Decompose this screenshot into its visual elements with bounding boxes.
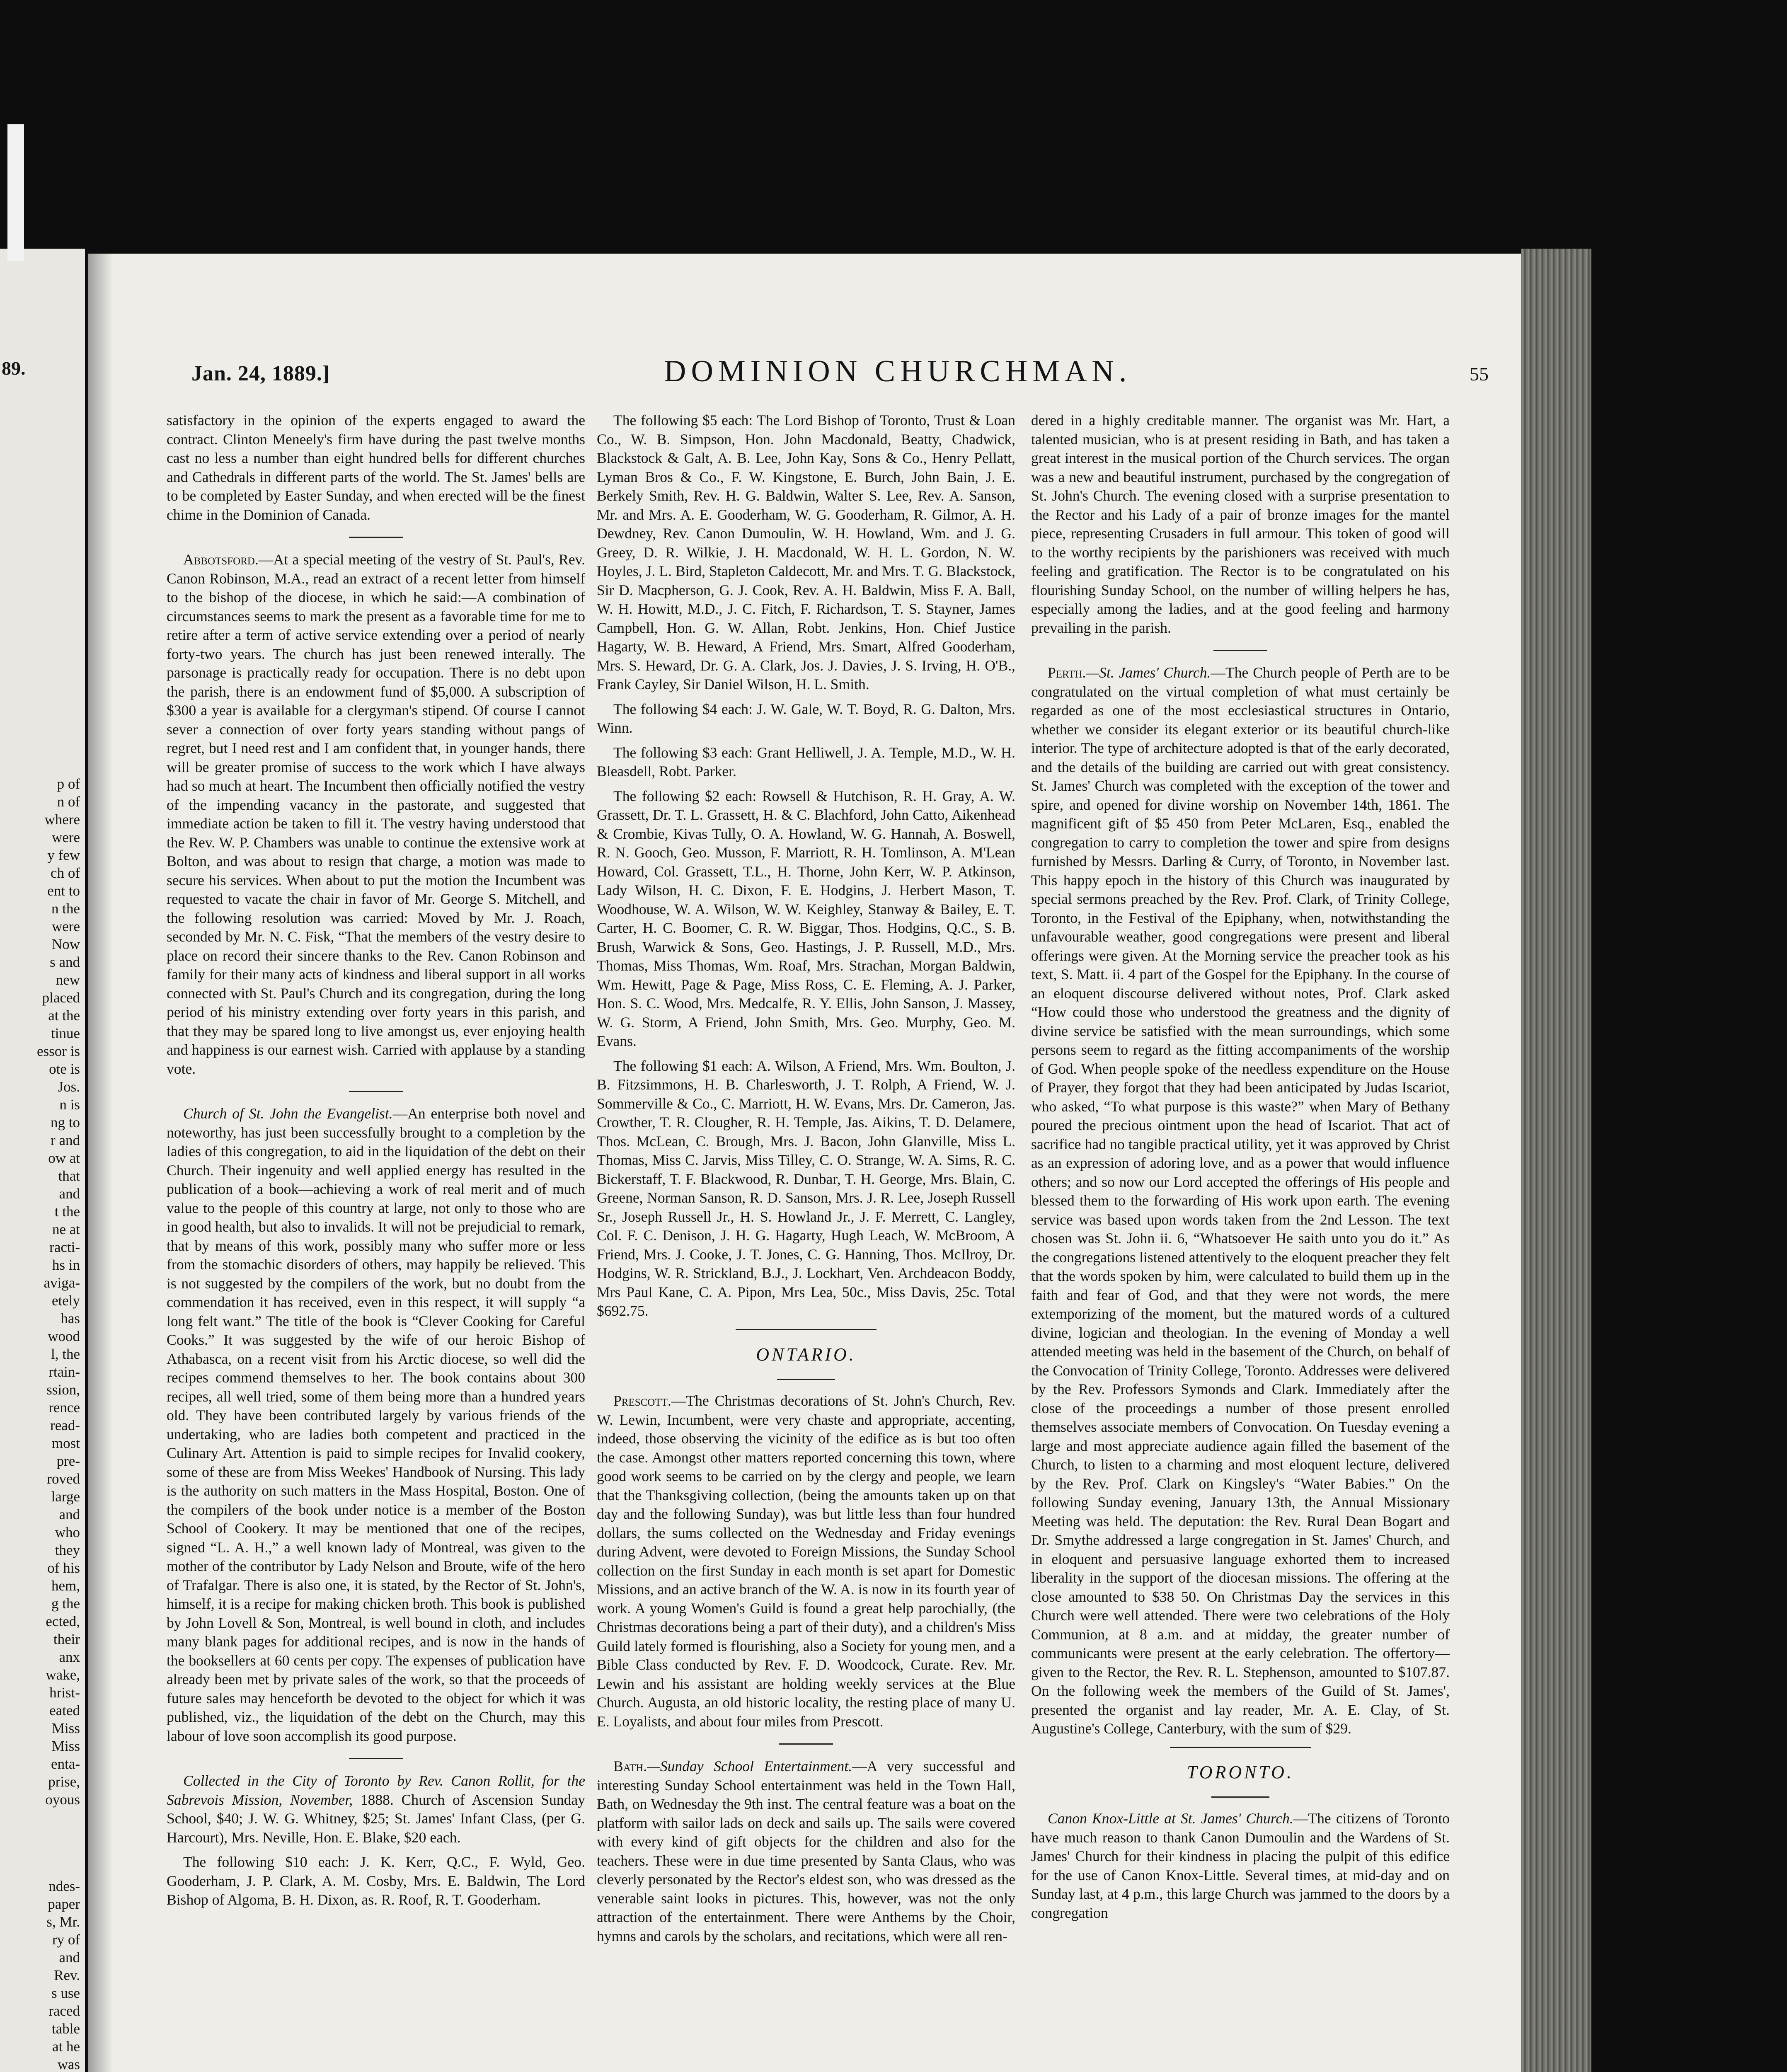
page-header <box>191 354 1489 391</box>
previous-page-line-fragment: ry of <box>52 1932 80 1948</box>
article-paragraph <box>597 1057 1015 1321</box>
previous-page-line-fragment: paper <box>48 1896 80 1912</box>
previous-page-line-fragment: n is <box>59 1097 80 1113</box>
article-paragraph <box>167 1772 585 1847</box>
previous-page-line-fragment: r and <box>51 1132 80 1148</box>
paragraph-text: dered in a highly creditable manner. The organist was Mr. Hart, a talented musician, who is at present residing in Bath, and has taken a great interest in the musical portion of the Church services. The organ was a new and beautiful instrument, purchased by the congregation of St. John's Church. The evening closed with a surprise presentation to the Rector and his Lady of a pair of bronze images for the mantel piece, representing Crusaders in full armour. This token of good will to the worthy recipients by the parishioners was received with much feeling and gratification. The Rector is to be congratulated on his flourishing Sunday School, on the number of willing helpers he has, especially among the ladies, and at the good feeling and harmony prevailing in the parish. <box>1031 412 1450 636</box>
previous-page-line-fragment: hem, <box>51 1578 80 1594</box>
previous-page-line-fragment: Jos. <box>58 1079 80 1095</box>
previous-page-line-fragment: was <box>57 2056 80 2072</box>
previous-page-line-fragment: Now <box>51 936 80 952</box>
previous-page-line-fragment: ch of <box>51 865 80 881</box>
section-divider <box>349 537 403 538</box>
previous-page-line-fragment: enta- <box>51 1756 80 1772</box>
paragraph-text: The following $2 each: Rowsell & Hutchison, R. H. Gray, A. W. Grassett, Dr. T. L. Grassett, H. & C. Blachford, John Catto, Aikenhead & Crombie, Kivas Tully, O. A. Howland, W. G. Hannah, A. Boswell, R. N. Gooch, Geo. Musson, F. Marriott, R. H. Tomlinson, A. M'Lean Howard, Col. Grassett, T.L., H. Thorne, John Kerr, W. P. Atkinson, Lady Wilson, H. C. Dixon, F. E. Hodgins, J. Herbert Mason, T. Woodhouse, W. A. Wilson, W. W. Keighley, Stanway & Bailey, E. T. Carter, H. C. Boomer, C. R. W. Biggar, Thos. Hodgins, Q.C., S. B. Brush, Warwick & Sons, Geo. Hastings, J. P. Russell, M.D., Mrs. Thomas, Miss Thomas, Wm. Roaf, Mrs. Strachan, Morgan Baldwin, Wm. Hewitt, Page & Page, Miss Ross, C. E. Fleming, A. J. Parker, Hon. S. C. Wood, Mrs. Medcalfe, R. Y. Ellis, John Sanson, J. Massey, W. G. Storm, A Friend, John Smith, Mrs. Geo. Murphy, Geo. M. Evans. <box>597 787 1015 1049</box>
previous-page-line-fragment: were <box>51 829 80 845</box>
article-paragraph <box>597 1392 1015 1731</box>
newspaper-page <box>88 254 1521 2072</box>
issue-date: Jan. 24, 1889.] <box>191 362 330 385</box>
previous-page-line-fragment: their <box>53 1631 80 1647</box>
paragraph-text: The following $4 each: J. W. Gale, W. T. Boyd, R. G. Dalton, Mrs. Winn. <box>597 700 1015 736</box>
article-paragraph <box>167 1104 585 1745</box>
previous-page-line-fragment: tinue <box>51 1025 80 1041</box>
paragraph-text: —An enterprise both novel and noteworthy, has just been successfully brought to a completion by the ladies of this congregation, to aid in the liquidation of the debt on their Church. Their ingenuity and well applied energy has resulted in the publication of a book—achieving a work of real merit and of much value to the people of this country at large, not only to those who are in good health, but also to invalids. It will not be prejudicial to remark, that by means of this work, possibly many who suffer more or less from the stomachic disorders of others, may happily be relieved. This is not suggested by the compilers of the work, but no doubt from the commendation it has received, even in this respect, it will supply “a long felt want.” The title of the book is “Clever Cooking for Careful Cooks.” It was suggested by the wife of our heroic Bishop of Athabasca, on a recent visit from his Arctic diocese, so well did the recipes commend themselves to her. The book contains about 300 recipes, all well tried, some of them being more than a hundred years old. They have been contributed largely by various friends of the undertaking, who are ladies both competent and practiced in the Culinary Art. Attention is paid to simple recipes for Invalid cookery, some of these are from Miss Weekes' Handbook of Nursing. This lady is the authority on such matters in the Mass Hospital, Boston. One of the compilers of the book under notice is a member of the Boston School of Cookery. It may be mentioned that one of the recipes, signed “L. A. H.,” a well known lady of Montreal, was given to the mother of the contributor by Lady Nelson and Broute, wife of the hero of Trafalgar. There is also one, it is stated, by the Rector of St. John's, himself, it is a recipe for making chicken broth. This book is published by John Lovell & Son, Montreal, is well bound in cloth, and includes many blank pages for additional recipes, and is now in the hands of the booksellers at 60 cents per copy. The expenses of publication have already been met by private sales of the work, so that the proceeds of future sales may henceforth be devoted to the object for which it was published, viz., the liquidation of the debt on the Church, may this labour of love soon accomplish its good purpose. <box>167 1105 585 1744</box>
previous-page-line-fragment: and <box>59 1506 80 1523</box>
previous-page-line-fragment: ote is <box>49 1061 80 1077</box>
previous-page-line-fragment: most <box>51 1435 80 1451</box>
dateline: Bath. <box>613 1758 647 1774</box>
paragraph-text: —At a special meeting of the vestry of St. Paul's, Rev. Canon Robinson, M.A., read an extract of a recent letter from himself to the bishop of the diocese, in which he said:—A combination of circumstances seems to mark the present as a favorable time for me to retire after a term of active service extending over a period of nearly forty-two years. The church has just been renewed interally. The parsonage is practically ready for occupation. There is no debt upon the parish, there is an endowment fund of $5,000. A subscription of $300 a year is available for a clergyman's stipend. Of course I cannot sever a connection of over forty years standing without pangs of regret, but I need rest and I am confident that, in younger hands, there will be greater promise of success to the work which I have always had so much at heart. The Incumbent then officially notified the vestry of the impending vacancy in the pastorate, and suggested that immediate action be taken to fill it. The vestry having understood that the Rev. W. P. Chambers was unable to continue the extensive work at Bolton, and was about to resign that charge, a motion was made to secure his services. When about to put the motion the Incumbent was requested to vacate the chair in favor of Mr. George S. Mitchell, and the following resolution was carried: Moved by Mr. J. Roach, seconded by Mr. N. C. Fisk, “That the members of the vestry desire to place on record their sincere thanks to the Rev. Canon Robinson and family for their many acts of kindness and liberal support in all works connected with St. Paul's Church and its congregation, during the long period of his ministry extending over forty years in this parish, and that they may be spared long to live amongst us, ever enjoying health and happiness is our earnest wish. Carried with applause by a standing vote. <box>167 551 585 1077</box>
paragraph-text: 1888. Church of Ascension Sunday School, $40; J. W. G. Whitney, $25; St. James' Infant Class, (per G. Harcourt), Mrs. Neville, Hon. E. Blake, $20 each. <box>167 1791 585 1846</box>
article-paragraph <box>167 411 585 524</box>
previous-page-line-fragment: ng to <box>51 1114 80 1130</box>
column-3 <box>1031 411 1450 1928</box>
article-title: Canon Knox-Little at St. James' Church. <box>1048 1810 1293 1827</box>
section-divider <box>349 1091 403 1092</box>
article-paragraph <box>597 1757 1015 1946</box>
previous-page-line-fragment: n of <box>57 794 80 810</box>
article-paragraph <box>167 1853 585 1910</box>
article-title: Collected in the City of Toronto by Rev. Canon Rollit, for the Sabrevois Mission, November, <box>167 1772 585 1808</box>
paragraph-text: The following $1 each: A. Wilson, A Friend, Mrs. Wm. Boulton, J. B. Fitzsimmons, H. B. Charlesworth, J. T. Rolph, A Friend, W. J. Sommerville & Co., C. Marriott, H. W. Evans, Mrs. Dr. Cameron, Jas. Crowther, T. R. Clougher, R. H. Temple, Jas. Aikins, T. D. Delamere, Thos. McLean, C. Brough, Mrs. J. Bacon, John Glanville, Miss L. Thomas, Miss C. Jarvis, Miss Tilley, C. O. Strange, W. A. Sims, R. C. Bickerstaff, T. F. Blackwood, R. Dunbar, T. H. George, Mrs. Blain, C. Greene, Norman Sanson, R. D. Sanson, Mrs. J. R. Lee, Joseph Russell Sr., Joseph Russell Jr., H. S. Howland Jr., J. F. Merrett, C. Langley, Col. F. C. Denison, J. H. G. Hagarty, Hugh Leach, W. McBroom, A Friend, Mrs. J. Cooke, J. T. Jones, C. G. Hanning, Thos. McIlroy, Dr. Hodgins, W. R. Strickland, B.J., J. Lockhart, Ven. Archdeacon Boddy, Mrs Paul Kane, C. A. Pipon, Mrs Lea, 50c., Miss Davis, 25c. Total $692.75. <box>597 1057 1015 1319</box>
article-paragraph <box>1031 663 1450 1738</box>
previous-page-line-fragment: Miss <box>51 1738 80 1754</box>
previous-page-line-fragment: were <box>51 918 80 934</box>
previous-page-line-fragment: Rev. <box>54 1967 80 1983</box>
previous-page-line-fragment: rtain- <box>48 1364 80 1380</box>
masthead-title: DOMINION CHURCHMAN. <box>664 354 1132 388</box>
previous-page-line-fragment: aviga- <box>44 1275 80 1291</box>
previous-page-line-fragment: p of <box>57 776 80 792</box>
previous-page-line-fragment: new <box>56 972 80 988</box>
previous-page-line-fragment: s, Mr. <box>46 1914 80 1930</box>
previous-page-line-fragment: and <box>59 1949 80 1965</box>
previous-page-line-fragment: that <box>58 1168 80 1184</box>
paragraph-text: The following $5 each: The Lord Bishop of Toronto, Trust & Loan Co., W. B. Simpson, Hon. John Macdonald, Beatty, Chadwick, Blackstock & Galt, A. B. Lee, John Kay, Sons & Co., Henry Pellatt, Lyman Bros & Co., F. W. Kingstone, E. Burch, John Bain, J. E. Berkely Smith, Rev. H. G. Baldwin, Walter S. Lee, Rev. A. Sanson, Mr. and Mrs. A. E. Gooderham, W. G. Gooderham, R. Gilmor, A. H. Dewdney, Rev. Canon Dumoulin, W. H. Howland, Wm. and J. G. Greey, D. R. Wilkie, J. H. Macdonald, W. H. L. Gordon, N. W. Hoyles, J. L. Bird, Stapleton Caldecott, Mr. and Mrs. T. G. Blackstock, Sir D. Macpherson, G. J. Cook, Rev. A. H. Baldwin, Miss F. A. Ball, W. H. Howitt, M.D., J. C. Fitch, F. Richardson, T. S. Stayner, James Campbell, Hon. G. W. Allan, Robt. Jenkins, Hon. Chief Justice Hagarty, W. B. Heward, A Friend, Mrs. Smart, Alfred Gooderham, Mrs. S. Heward, Dr. G. A. Clark, Jos. J. Davies, J. S. Irving, H. O'B., Frank Cayley, Sir Daniel Wilson, H. L. Smith. <box>597 412 1015 692</box>
previous-page-text-fragments-a <box>37 775 80 1808</box>
article-paragraph <box>597 700 1015 738</box>
article-paragraph <box>167 550 585 1078</box>
previous-page-line-fragment: n the <box>51 900 80 917</box>
previous-page-line-fragment: t the <box>54 1203 80 1220</box>
previous-page-text-fragments-b <box>45 1877 80 2072</box>
previous-page-line-fragment: ssion, <box>46 1382 80 1398</box>
previous-page-line-fragment: essor is <box>36 1043 80 1059</box>
column-2 <box>597 411 1015 1951</box>
dateline: Prescott. <box>613 1392 671 1409</box>
previous-page-line-fragment: Miss <box>51 1720 80 1736</box>
previous-page-line-fragment: ected, <box>46 1613 80 1629</box>
previous-page-line-fragment: hrist- <box>49 1685 80 1701</box>
previous-page-line-fragment: l, the <box>51 1346 80 1362</box>
article-subtitle: —Sunday School Entertainment. <box>647 1758 852 1774</box>
article-paragraph <box>1031 411 1450 637</box>
paragraph-text: satisfactory in the opinion of the experts engaged to award the contract. Clinton Meneely's firm have during the past twelve months cast no less a number than eight hundred bells for different churches and Cathedrals in different parts of the world. The St. James' bells are to be completed by Easter Sunday, and when erected will be the finest chime in the Dominion of Canada. <box>167 412 585 523</box>
previous-page-line-fragment: s and <box>50 954 80 970</box>
previous-page-line-fragment: wake, <box>46 1667 80 1683</box>
article-paragraph <box>597 411 1015 694</box>
previous-page-line-fragment: rence <box>48 1399 80 1416</box>
previous-page-line-fragment: where <box>44 811 80 828</box>
paragraph-text: The following $10 each: J. K. Kerr, Q.C., F. Wyld, Geo. Gooderham, J. P. Clark, A. M. Cosby, Mrs. E. Baldwin, The Lord Bishop of Algoma, B. H. Dixon, as. R. Roof, R. T. Gooderham. <box>167 1854 585 1908</box>
previous-page-line-fragment: has <box>61 1310 80 1326</box>
previous-page-line-fragment: at he <box>52 2038 80 2055</box>
article-paragraph <box>1031 1809 1450 1922</box>
article-paragraph <box>597 787 1015 1051</box>
previous-page-fragment <box>0 249 85 2072</box>
paragraph-text: —A very successful and interesting Sunday School entertainment was held in the Town Hall, Bath, on Wednesday the 9th inst. The central feature was a boat on the platform with sailor lads on deck and sails up. The sails were covered with every kind of gift objects for the children and also for the teachers. These were in due time presented by Santa Claus, who was cleverly personated by the Rector's eldest son, who was dressed as the venerable saint looks in pictures. This, however, was not the only attraction of the entertainment. There were Anthems by the Choir, hymns and carols by the scholars, and recitations, which were all ren- <box>597 1758 1015 1944</box>
previous-page-number: 89. <box>2 358 26 379</box>
previous-page-line-fragment: hs in <box>52 1257 80 1273</box>
previous-page-line-fragment: who <box>55 1524 80 1540</box>
previous-page-line-fragment: and <box>59 1186 80 1202</box>
previous-page-line-fragment: s use <box>51 1985 80 2001</box>
previous-page-line-fragment: prise, <box>48 1774 80 1790</box>
previous-page-line-fragment: oyous <box>45 1791 80 1808</box>
binding-mark-1 <box>7 124 24 261</box>
section-divider <box>1213 650 1267 651</box>
previous-page-line-fragment: raced <box>48 2003 80 2019</box>
page-gutter-shadow <box>88 254 113 2072</box>
paragraph-text: The following $3 each: Grant Helliwell, J. A. Temple, M.D., W. H. Bleasdell, Robt. Parker. <box>597 744 1015 779</box>
article-paragraph <box>597 743 1015 781</box>
previous-page-line-fragment: wood <box>48 1328 80 1344</box>
book-page-edges <box>1521 249 1591 2072</box>
paragraph-text: —The citizens of Toronto have much reason to thank Canon Dumoulin and the Wardens of St. James' Church for their kindness in placing the pulpit of this edifice for the use of Canon Knox-Little. Several times, at mid-day and on Sunday last, at 4 p.m., this large Church was jammed to the doors by a congregation <box>1031 1810 1450 1921</box>
section-heading: ONTARIO. <box>597 1329 1015 1380</box>
previous-page-line-fragment: g the <box>51 1595 80 1612</box>
section-heading: TORONTO. <box>1031 1747 1450 1798</box>
previous-page-line-fragment: table <box>51 2021 80 2037</box>
previous-page-line-fragment: roved <box>47 1471 80 1487</box>
previous-page-line-fragment: of his <box>47 1560 80 1576</box>
previous-page-line-fragment: read- <box>50 1417 80 1433</box>
dateline: Abbotsford. <box>183 551 259 568</box>
previous-page-line-fragment: they <box>55 1542 80 1558</box>
previous-page-line-fragment: pre- <box>56 1453 80 1469</box>
previous-page-line-fragment: placed <box>42 990 80 1006</box>
column-1 <box>167 411 585 1915</box>
page-number: 55 <box>1470 363 1489 385</box>
previous-page-line-fragment: large <box>51 1489 80 1505</box>
article-title: Church of St. John the Evangelist. <box>183 1105 393 1122</box>
section-divider <box>349 1758 403 1759</box>
dateline: Perth. <box>1048 664 1086 681</box>
paragraph-text: —The Church people of Perth are to be congratulated on the virtual completion of what must certainly be regarded as one of the most ecclesiastical structures in Ontario, whether we consider its elegant exterior or its beautiful church-like interior. The type of architecture adopted is that of the early decorated, and the details of the building are carried out with great consistency. St. James' Church was completed with the exception of the tower and spire, and opened for divine worship on November 14th, 1861. The magnificent gift of $5 450 from Peter McLaren, Esq., enabled the congregation to carry to completion the tower and spire from designs furnished by Messrs. Darling & Curry, of Toronto, in November last. This happy epoch in the history of this Church was inaugurated by special sermons preached by the Rev. Prof. Clark, of Trinity College, Toronto, in the Festival of the Epiphany, when, notwithstanding the unfavourable weather, good congregations were present and liberal offerings were given. At the Morning service the preacher took as his text, S. Matt. ii. 4 part of the Gospel for the Epiphany. In the course of an eloquent discourse delivered without notes, Prof. Clark asked “How could those who understood the greatness and the dignity of divine service be satisfied with the mean surroundings, which some persons seem to regard as the fitting accompaniments of the worship of God. When people spoke of the needless expenditure on the House of Prayer, they forgot that they had been anticipated by Judas Iscariot, who asked, “To what purpose is this waste?” when Mary of Bethany poured the precious ointment upon the head of Iscariot. That act of sacrifice had no tangible practical utility, yet it was approved by Christ as an expression of adoring love, and as a power that would influence others; and so now our Lord accepted the offerings of His people and blessed them to the forwarding of His work upon earth. The evening service was based upon words taken from the 2nd Lesson. The text chosen was St. John ii. 6, “Whatsoever He saith unto you do it.” As the congregations listened attentively to the eloquent preacher they felt that the words spoken by him, were calculated to build them up in the faith and fear of God, and that they were not words, the mere extemporizing of the moment, but the matured words of a cultured divine, logician and theologian. In the evening of Monday a well attended meeting was held in the basement of the Church, on behalf of the Convocation of Trinity College, Toronto. Addresses were delivered by the Rev. Professors Symonds and Clark. Immediately after the close of the proceedings a number of those present enrolled themselves associate members of Convocation. On Tuesday evening a large and most appreciate audience again filled the basement of the Church, to listen to a charming and most eloquent lecture, delivered by the Rev. Prof. Clark on Kingsley's “Water Babies.” On the following Sunday evening, January 13th, the Annual Missionary Meeting was held. The deputation: the Rev. Rural Dean Bogart and Dr. Smythe addressed a large congregation in St. James' Church, and in eloquent and persuasive language exhorted them to increased liberality in the support of the diocesan missions. The offering at the close amounted to $38 50. On Christmas Day the services in this Church were well attended. There were two celebrations of the Holy Communion, at 8 a.m. and at midday, the greater number of communicants were present at the early celebration. The offertory—given to the Rector, the Rev. R. L. Stephenson, amounted to $107.87. On the following week the members of the Guild of St. James', presented the organist and lay reader, Mr. A. E. Clay, of St. Augustine's College, Canterbury, with the sum of $29. <box>1031 664 1450 1737</box>
previous-page-line-fragment: anx <box>59 1649 80 1665</box>
previous-page-line-fragment: y few <box>47 847 80 863</box>
paragraph-text: —The Christmas decorations of St. John's Church, Rev. W. Lewin, Incumbent, were very chaste and appropriate, accenting, indeed, those observing the vicinity of the edifice as is but too often the case. Amongst other matters reported concerning this town, where good work seems to be carried on by the clergy and people, we learn that the Thanksgiving collection, (being the amounts taken up on that day and the following Sunday), was but little less than four hundred dollars, the sums collected on the Wednesday and Friday evenings during Advent, were devoted to Foreign Missions, the Sunday School collection on the first Sunday in each month is set apart for Domestic Missions, and an active branch of the W. A. is now in its fourth year of work. A young Women's Guild is found a great help parochially, (the Christmas decorations being a part of their duty), and a children's Miss Guild lately formed is flourishing, also a Society for young men, and a Bible Class conducted by Rev. F. D. Woodcock, Curate. Rev. Mr. Lewin and his assistant are holding weekly services at the Blue Church. Augusta, an old historic locality, the resting place of many U. E. Loyalists, and about four miles from Prescott. <box>597 1392 1015 1730</box>
previous-page-line-fragment: ne at <box>52 1221 80 1237</box>
section-divider <box>779 1743 833 1745</box>
previous-page-line-fragment: ent to <box>47 883 80 899</box>
previous-page-line-fragment: eated <box>49 1702 80 1719</box>
previous-page-line-fragment: at the <box>48 1007 80 1024</box>
previous-page-line-fragment: racti- <box>49 1239 80 1255</box>
previous-page-line-fragment: etely <box>51 1293 80 1309</box>
article-subtitle: —St. James' Church. <box>1086 664 1211 681</box>
previous-page-line-fragment: ow at <box>48 1150 80 1166</box>
previous-page-line-fragment: ndes- <box>48 1878 80 1894</box>
